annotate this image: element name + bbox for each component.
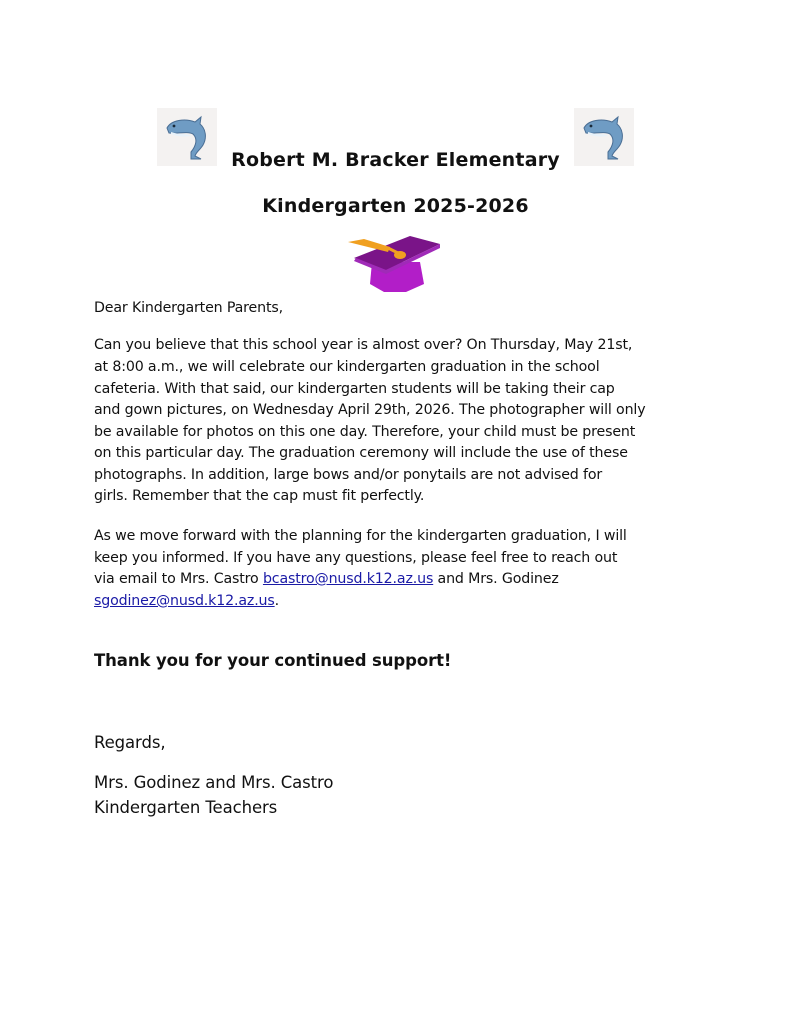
class-year-heading: Kindergarten 2025-2026 [262, 195, 529, 217]
godinez-email-link[interactable]: sgodinez@nusd.k12.az.us [94, 593, 275, 609]
paragraph-line: keep you informed. If you have any questions, please feel free to reach out [94, 550, 618, 566]
paragraph-line: on this particular day. The graduation ceremony will include the use of these [94, 445, 628, 461]
paragraph-line [94, 571, 559, 587]
paragraph-line: Can you believe that this school year is almost over? On Thursday, May 21st, [94, 337, 633, 353]
castro-email-link[interactable]: bcastro@nusd.k12.az.us [262, 571, 434, 587]
paragraph-line: As we move forward with the planning for the kindergarten graduation, I will [94, 528, 627, 544]
paragraph-line: girls. Remember that the cap must fit perfectly. [94, 488, 425, 504]
thank-you-line: Thank you for your continued support! [94, 651, 452, 670]
paragraph-line: at 8:00 a.m., we will celebrate our kindergarten graduation in the school [94, 359, 600, 375]
paragraph-line: be available for photos on this one day. Therefore, your child must be present [94, 424, 636, 440]
graduation-cap-icon [344, 232, 448, 296]
signature-title: Kindergarten Teachers [94, 798, 278, 817]
paragraph-line: cafeteria. With that said, our kindergarten students will be taking their cap [94, 381, 615, 397]
contact-suffix-text: . [274, 593, 280, 609]
paragraph-line: and gown pictures, on Wednesday April 29th, 2026. The photographer will only [94, 402, 646, 418]
paragraph-line: photographs. In addition, large bows and/or ponytails are not advised for [94, 467, 603, 483]
school-name-heading: Robert M. Bracker Elementary [231, 149, 560, 171]
contact-middle-text: and Mrs. Godinez [433, 571, 559, 587]
contact-prefix-text: via email to Mrs. Castro [94, 571, 263, 587]
salutation: Dear Kindergarten Parents, [94, 300, 283, 316]
signature-names: Mrs. Godinez and Mrs. Castro [94, 773, 334, 792]
paragraph-line [94, 593, 279, 609]
regards-line: Regards, [94, 733, 166, 752]
